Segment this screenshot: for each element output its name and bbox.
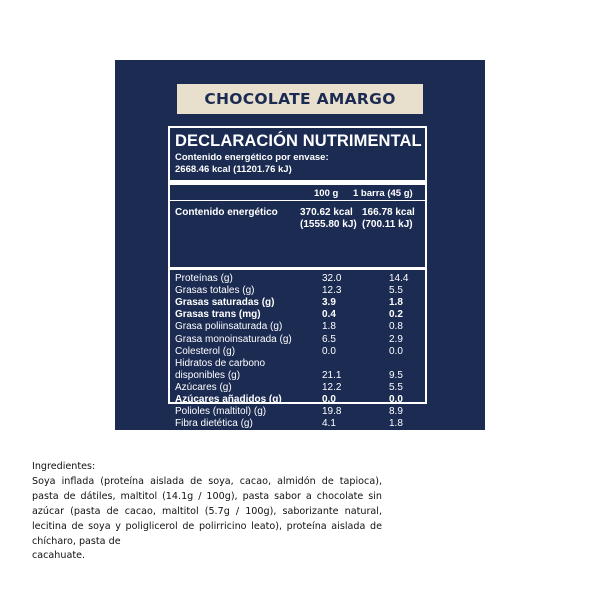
nutrient-label: Grasa poliinsaturada (g) bbox=[175, 321, 283, 333]
energy-value-bar: 166.78 kcal (700.11 kJ) bbox=[362, 207, 415, 230]
ingredients-section bbox=[32, 460, 382, 564]
nutrient-row bbox=[175, 334, 423, 346]
nutrient-value-bar: 2.9 bbox=[389, 333, 403, 345]
nutrient-row bbox=[175, 309, 423, 321]
nutrient-label: Grasas saturadas (g) bbox=[175, 297, 275, 309]
nutrient-row bbox=[175, 370, 423, 382]
nutrient-value-100g: 4.1 bbox=[322, 418, 336, 430]
nutrient-value-100g: 6.5 bbox=[322, 333, 336, 345]
nutrition-title: DECLARACIÓN NUTRIMENTAL bbox=[175, 132, 422, 150]
nutrient-value-bar: 5.5 bbox=[389, 381, 403, 393]
nutrient-row bbox=[175, 321, 423, 333]
nutrient-row bbox=[175, 358, 423, 370]
thick-divider bbox=[170, 267, 425, 270]
ingredients-last-line: cacahuate. bbox=[32, 550, 86, 562]
nutrient-value-bar: 0.0 bbox=[389, 394, 403, 405]
energy-value-100g: 370.62 kcal (1555.80 kJ) bbox=[300, 207, 357, 230]
energy-per-package-label: Contenido energético por envase: bbox=[175, 152, 329, 163]
nutrient-row bbox=[175, 430, 423, 442]
nutrient-label: Grasa monoinsaturada (g) bbox=[175, 333, 292, 345]
nutrient-value-bar: 1.8 bbox=[389, 418, 403, 430]
nutrient-label: Polioles (maltitol) (g) bbox=[175, 406, 267, 418]
column-header-100g: 100 g bbox=[314, 188, 339, 199]
ingredients-heading: Ingredientes: bbox=[32, 461, 96, 472]
nutrient-value-100g: 0.0 bbox=[322, 394, 336, 405]
nutrient-label: Grasas trans (mg) bbox=[175, 309, 261, 321]
thin-divider bbox=[170, 200, 425, 201]
nutrient-value-100g: 3.9 bbox=[322, 297, 336, 309]
nutrient-row bbox=[175, 382, 423, 394]
nutrient-value-100g: 1.8 bbox=[322, 321, 336, 333]
nutrition-facts-table bbox=[168, 126, 427, 442]
nutrient-label: Hidratos de carbono bbox=[175, 357, 266, 369]
nutrient-value-100g: 12.2 bbox=[322, 381, 342, 393]
energy-per-package-value: 2668.46 kcal (11201.76 kJ) bbox=[175, 164, 292, 175]
nutrient-value-100g: 19.8 bbox=[322, 406, 342, 418]
nutrient-label: Colesterol (g) bbox=[175, 345, 236, 357]
nutrient-row bbox=[175, 297, 423, 309]
nutrient-label: Grasas totales (g) bbox=[175, 285, 255, 297]
flavor-label: CHOCOLATE AMARGO bbox=[177, 84, 423, 114]
nutrient-value-bar: 0.0 bbox=[389, 345, 403, 357]
energy-label: Contenido energético bbox=[175, 207, 278, 218]
ingredients-text: Soya inflada (proteína aislada de soya, cacao, almidón de tapioca), pasta de dátiles, maltitol (14.1g / 100g), pasta sabor a chocolate sin azúcar (pasta de cacao, maltitol (5.7g / 100g), saborizante natural, lecitina de soya y poliglicerol de polirricino leato), proteína aislada de chícharo, pasta de bbox=[32, 475, 382, 547]
nutrient-row bbox=[175, 346, 423, 358]
nutrient-value-bar: 88.7 bbox=[389, 430, 409, 442]
nutrient-value-bar: 9.5 bbox=[389, 369, 403, 381]
nutrient-value-100g: 12.3 bbox=[322, 285, 342, 297]
nutrient-row bbox=[175, 418, 423, 430]
column-header-bar: 1 barra (45 g) bbox=[353, 188, 413, 199]
nutrient-label: Azúcares (g) bbox=[175, 381, 232, 393]
nutrient-value-100g: 32.0 bbox=[322, 273, 342, 284]
nutrient-value-bar: 14.4 bbox=[389, 273, 409, 284]
nutrient-label: Proteínas (g) bbox=[175, 273, 233, 284]
nutrient-label: Azúcares añadidos (g) bbox=[175, 394, 282, 405]
nutrient-label: Fibra dietética (g) bbox=[175, 418, 253, 430]
nutrient-value-100g: 0.4 bbox=[322, 309, 336, 321]
nutrient-value-bar: 0.2 bbox=[389, 309, 403, 321]
nutrient-value-100g: 197.0 bbox=[322, 430, 348, 442]
nutrient-value-100g: 21.1 bbox=[322, 369, 342, 381]
nutrient-value-100g: 0.0 bbox=[322, 345, 336, 357]
thick-divider bbox=[170, 180, 425, 185]
nutrient-row bbox=[175, 273, 423, 285]
nutrient-value-bar: 5.5 bbox=[389, 285, 403, 297]
nutrient-row bbox=[175, 285, 423, 297]
nutrient-label: Sodio (mg) bbox=[175, 430, 228, 442]
nutrient-value-bar: 0.8 bbox=[389, 321, 403, 333]
nutrient-row bbox=[175, 394, 423, 406]
nutrient-value-bar: 1.8 bbox=[389, 297, 403, 309]
nutrient-label: disponibles (g) bbox=[175, 369, 241, 381]
product-panel bbox=[115, 60, 485, 442]
nutrient-row bbox=[175, 406, 423, 418]
nutrient-value-bar: 8.9 bbox=[389, 406, 403, 418]
